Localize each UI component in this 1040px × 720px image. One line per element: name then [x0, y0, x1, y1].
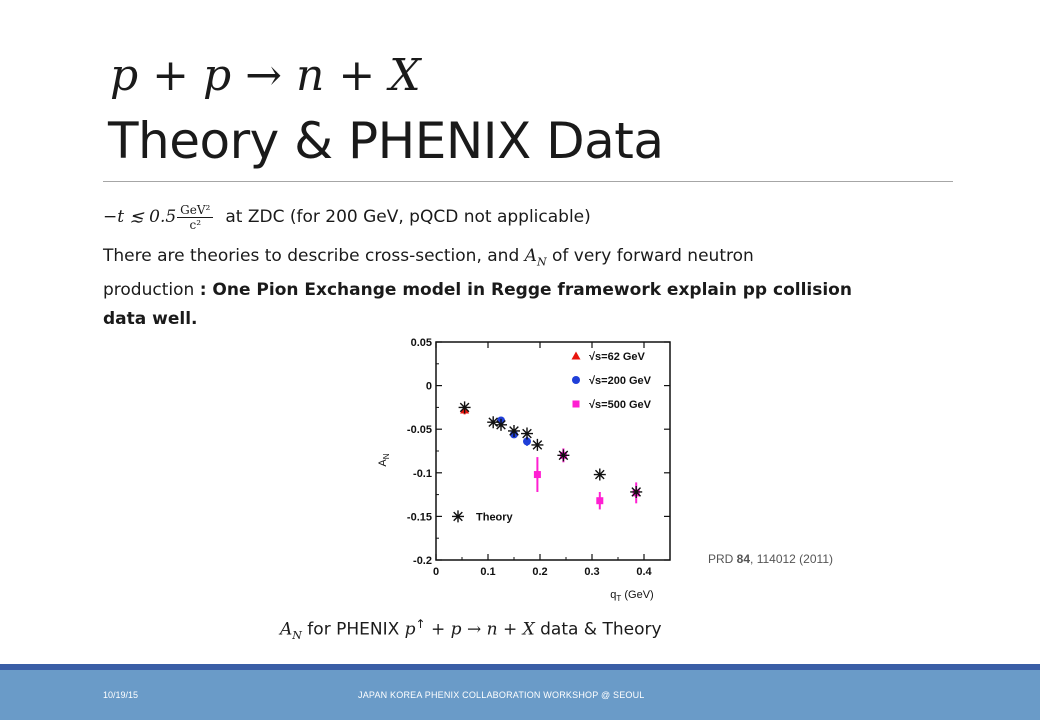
- production-bold-text: : One Pion Exchange model in Regge framework explain pp collision: [199, 280, 852, 301]
- footer-bar: [0, 664, 1040, 720]
- figure-caption: [280, 609, 662, 651]
- theories-text-before: There are theories to describe cross-section, and: [103, 246, 525, 266]
- x-axis-label-sub: T: [616, 594, 622, 603]
- x-tick-label: 0.1: [480, 566, 496, 578]
- data-point-asterisk: [521, 428, 533, 440]
- citation-rest: , 114012 (2011): [750, 552, 833, 566]
- citation-volume: 84: [736, 552, 751, 566]
- an-subscript: N: [536, 255, 547, 269]
- legend-label: Theory: [476, 511, 513, 524]
- y-tick-label: -0.1: [413, 467, 432, 480]
- data-well-bold-text: data well.: [103, 309, 198, 330]
- page-title: Theory & PHENIX Data: [108, 112, 664, 170]
- data-point-asterisk: [531, 439, 543, 451]
- title-divider: [103, 181, 953, 182]
- data-point-asterisk: [557, 449, 569, 461]
- y-axis-label-sub: N: [382, 453, 391, 460]
- x-tick-label: 0.2: [532, 566, 548, 578]
- y-axis-label: [377, 453, 391, 466]
- x-axis-label: [610, 589, 653, 603]
- y-tick-label: -0.05: [406, 424, 432, 437]
- x-tick-label: 0: [432, 566, 440, 578]
- body-text: [103, 192, 963, 334]
- production-text: production: [103, 280, 200, 301]
- caption-polarization-arrow: ↑: [415, 617, 426, 631]
- legend-marker-triangle: [572, 352, 581, 360]
- x-axis-label-main: q: [610, 589, 617, 601]
- caption-text-end: data & Theory: [534, 619, 662, 640]
- caption-reaction-rest: + p → n + X: [425, 619, 535, 640]
- x-axis-label-unit: (GeV): [621, 589, 654, 601]
- caption-an-subscript: N: [292, 629, 302, 643]
- caption-an-symbol: A: [280, 619, 293, 640]
- x-tick-label: 0.4: [636, 566, 652, 578]
- fraction-denominator: c²: [189, 217, 202, 232]
- y-tick-label: 0: [425, 380, 432, 393]
- y-tick-label: -0.2: [413, 555, 432, 567]
- legend-marker-circle: [572, 376, 580, 384]
- caption-reaction-p: p: [404, 619, 416, 640]
- an-symbol: A: [524, 246, 537, 266]
- body-line-production: [103, 276, 963, 305]
- data-point-asterisk: [630, 486, 642, 498]
- y-tick-label: 0.05: [410, 337, 432, 349]
- gev-fraction: [177, 203, 213, 232]
- body-line-kinematics: [103, 192, 963, 242]
- footer-text: JAPAN KOREA PHENIX COLLABORATION WORKSHOP @ SEOUL: [358, 690, 645, 700]
- y-axis-label-main: A: [377, 459, 389, 467]
- x-tick-label: 0.3: [584, 566, 600, 578]
- y-tick-label: -0.15: [406, 511, 432, 524]
- data-point-asterisk: [508, 425, 520, 437]
- t-range-expression: −t ≲ 0.5: [103, 207, 177, 227]
- caption-text-mid: for PHENIX: [301, 619, 405, 640]
- data-point-asterisk: [459, 401, 471, 413]
- body-line-theories: [103, 242, 963, 276]
- footer-date: 10/19/15: [103, 690, 139, 700]
- data-point-asterisk: [594, 469, 606, 481]
- data-point-square: [596, 497, 603, 504]
- title-equation: p + p → n + X: [110, 50, 421, 101]
- data-point-asterisk: [495, 419, 507, 431]
- data-point-square: [534, 471, 541, 478]
- legend-label: √s=200 GeV: [589, 375, 651, 387]
- legend-label: √s=500 GeV: [589, 399, 651, 411]
- an-scatter-chart: [350, 328, 690, 608]
- kinematics-suffix: at ZDC (for 200 GeV, pQCD not applicable): [225, 207, 591, 227]
- citation: [708, 552, 833, 566]
- legend-label: √s=62 GeV: [589, 351, 645, 363]
- theories-text-after: of very forward neutron: [546, 246, 754, 266]
- legend-marker-square: [573, 401, 580, 408]
- legend-marker-asterisk: [452, 510, 464, 522]
- fraction-numerator: GeV²: [177, 203, 213, 218]
- citation-journal: PRD: [708, 552, 737, 566]
